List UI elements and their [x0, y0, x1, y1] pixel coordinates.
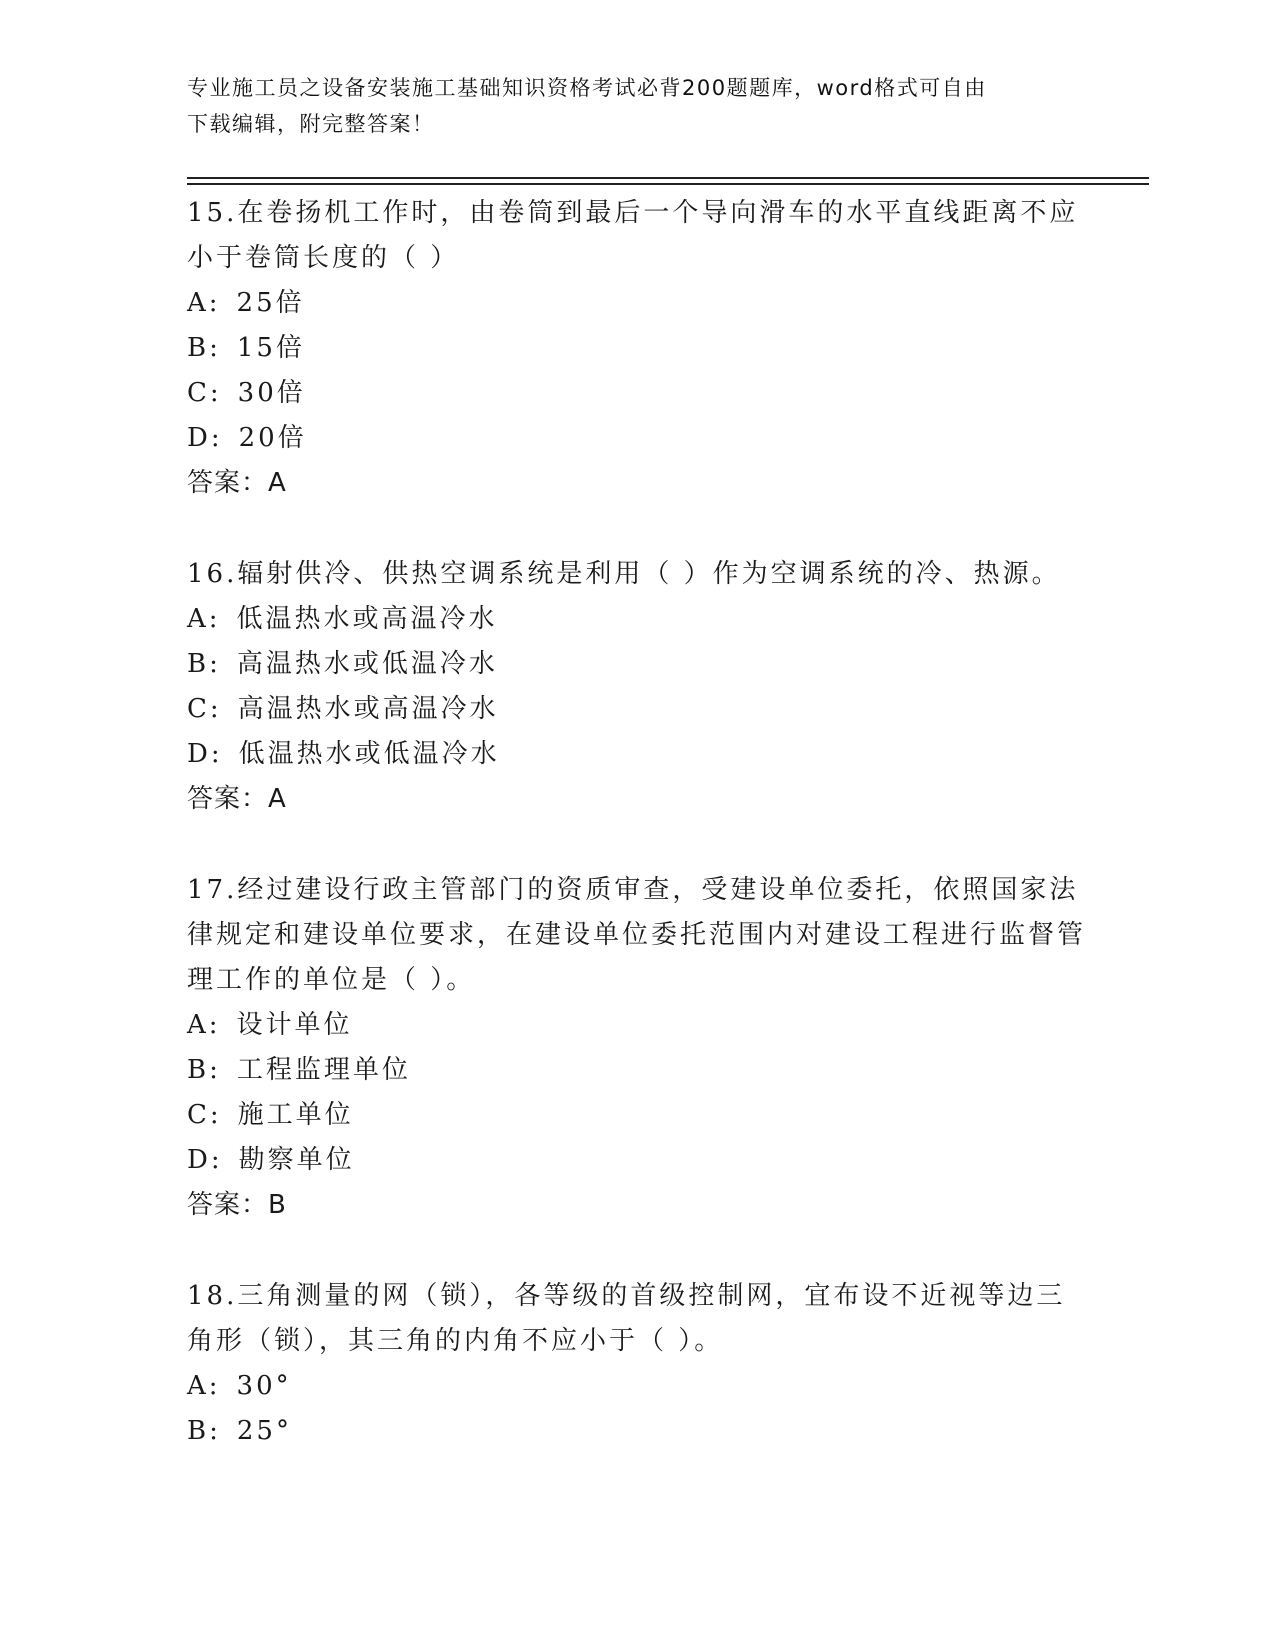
option-text: 30°: [236, 1371, 292, 1401]
option-text: 勘察单位: [238, 1145, 355, 1175]
question-17: [187, 868, 1087, 1228]
option-key: B:: [187, 333, 221, 363]
option-key: B:: [187, 649, 221, 679]
option-key: B:: [187, 1055, 221, 1085]
question-list: [187, 191, 1087, 1500]
answer-value: A: [268, 784, 287, 814]
question-number: 17.: [187, 875, 238, 905]
option-text: 20倍: [238, 423, 307, 453]
option-text: 施工单位: [237, 1100, 354, 1130]
option-key: A:: [187, 1371, 221, 1401]
answer-label: 答案：: [187, 468, 269, 498]
option-a: [187, 1003, 1087, 1048]
header-divider-bottom: [187, 183, 1149, 185]
option-c: [187, 1093, 1087, 1138]
question-text: [187, 552, 1087, 597]
question-body: 经过建设行政主管部门的资质审查，受建设单位委托，依照国家法律规定和建设单位要求，在建设单位委托范围内对建设工程进行监督管理工作的单位是（ ）。: [187, 875, 1087, 995]
question-body: 辐射供冷、供热空调系统是利用（ ）作为空调系统的冷、热源。: [237, 559, 1061, 589]
question-body: 三角测量的网（锁），各等级的首级控制网，宜布设不近视等边三角形（锁），其三角的内角不应小于（ ）。: [187, 1281, 1066, 1356]
question-16: [187, 552, 1087, 822]
option-b: [187, 1048, 1087, 1093]
option-d: [187, 1138, 1087, 1183]
option-key: C:: [187, 694, 222, 724]
header-divider-top: [187, 177, 1149, 179]
option-key: A:: [187, 288, 221, 318]
option-d: [187, 416, 1087, 461]
question-15: [187, 191, 1087, 506]
option-key: D:: [187, 423, 223, 453]
option-text: 低温热水或低温冷水: [238, 739, 500, 769]
option-d: [187, 732, 1087, 777]
answer-line: [187, 1183, 1087, 1228]
option-key: A:: [187, 604, 221, 634]
answer-label: 答案：: [187, 1190, 269, 1220]
question-number: 15.: [187, 198, 238, 228]
option-text: 低温热水或高温冷水: [236, 604, 498, 634]
document-header: [187, 70, 1087, 142]
answer-value: B: [268, 1190, 287, 1220]
question-text: [187, 191, 1087, 281]
option-text: 25倍: [236, 288, 305, 318]
option-key: C:: [187, 378, 222, 408]
option-b: [187, 326, 1087, 371]
header-title-line-1: 专业施工员之设备安装施工基础知识资格考试必背200题题库，word格式可自由: [187, 76, 987, 100]
answer-value: A: [268, 468, 287, 498]
option-b: [187, 642, 1087, 687]
option-key: D:: [187, 739, 223, 769]
option-key: C:: [187, 1100, 222, 1130]
question-number: 16.: [187, 559, 238, 589]
option-key: A:: [187, 1010, 221, 1040]
header-title-line-2: 下载编辑，附完整答案！: [187, 112, 435, 136]
option-b: [187, 1409, 1087, 1454]
option-c: [187, 371, 1087, 416]
answer-line: [187, 777, 1087, 822]
option-a: [187, 597, 1087, 642]
option-key: B:: [187, 1416, 221, 1446]
option-text: 30倍: [237, 378, 306, 408]
answer-label: 答案：: [187, 784, 269, 814]
option-text: 25°: [236, 1416, 292, 1446]
question-text: [187, 1274, 1087, 1364]
option-key: D:: [187, 1145, 223, 1175]
question-number: 18.: [187, 1281, 238, 1311]
option-a: [187, 281, 1087, 326]
question-18: [187, 1274, 1087, 1454]
option-a: [187, 1364, 1087, 1409]
option-text: 高温热水或高温冷水: [237, 694, 499, 724]
answer-line: [187, 461, 1087, 506]
question-body: 在卷扬机工作时，由卷筒到最后一个导向滑车的水平直线距离不应小于卷筒长度的（ ）: [187, 198, 1079, 273]
option-c: [187, 687, 1087, 732]
option-text: 设计单位: [236, 1010, 353, 1040]
option-text: 工程监理单位: [236, 1055, 411, 1085]
option-text: 高温热水或低温冷水: [236, 649, 498, 679]
option-text: 15倍: [236, 333, 305, 363]
question-text: [187, 868, 1087, 1003]
